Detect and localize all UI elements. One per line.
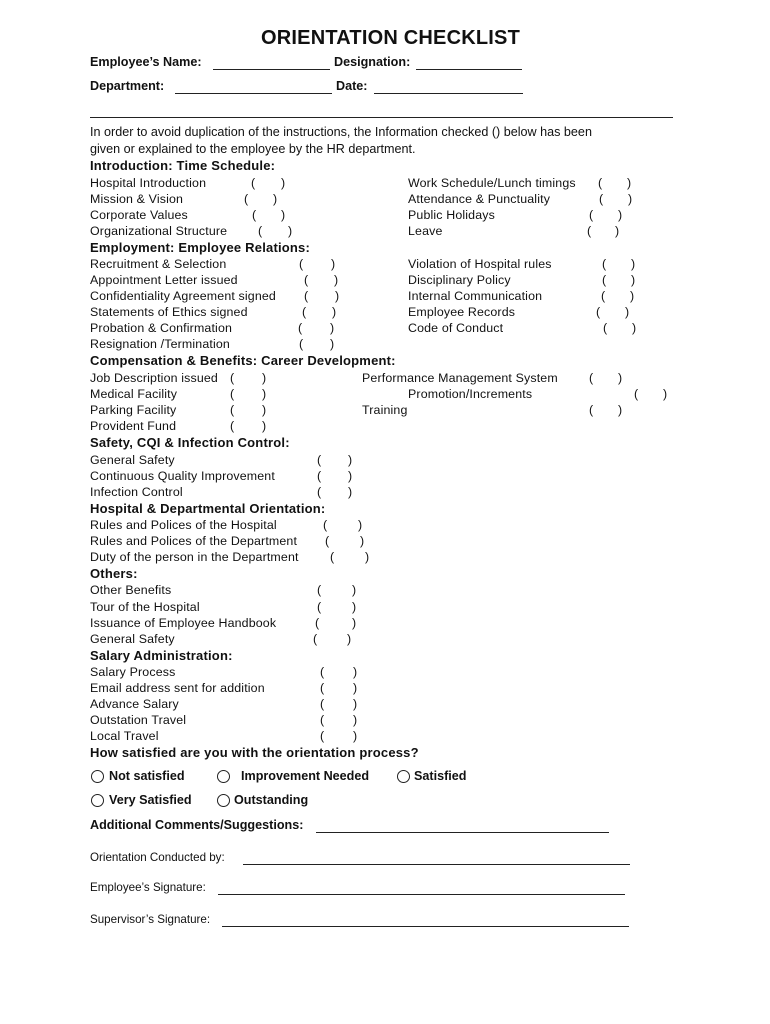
- checkbox-paren-open[interactable]: (: [252, 208, 257, 222]
- section-title-salary: Salary Administration:: [90, 648, 233, 663]
- checkbox-paren-open[interactable]: (: [330, 550, 335, 564]
- checklist-item-label: Infection Control: [90, 485, 183, 499]
- checklist-item-label: Leave: [408, 224, 443, 238]
- checkbox-paren-close[interactable]: ): [353, 665, 358, 679]
- checklist-item-label: Probation & Confirmation: [90, 321, 233, 335]
- checkbox-paren-open[interactable]: (: [317, 583, 322, 597]
- intro-line-1: In order to avoid duplication of the instructions, the Information checked () below has been: [90, 125, 592, 139]
- checkbox-paren-open[interactable]: (: [320, 681, 325, 695]
- checklist-item-label: Mission & Vision: [90, 192, 184, 206]
- checkbox-paren-open[interactable]: (: [299, 337, 304, 351]
- checkbox-paren-close[interactable]: ): [332, 305, 337, 319]
- checkbox-paren-open[interactable]: (: [304, 273, 309, 287]
- checklist-item-label: Code of Conduct: [408, 321, 504, 335]
- checkbox-paren-open[interactable]: (: [323, 518, 328, 532]
- checklist-item-label: Violation of Hospital rules: [408, 257, 552, 271]
- checkbox-paren-close[interactable]: ): [360, 534, 365, 548]
- checkbox-paren-open[interactable]: (: [602, 257, 607, 271]
- section-title-others: Others:: [90, 566, 138, 581]
- checkbox-paren-close[interactable]: ): [353, 729, 358, 743]
- checkbox-paren-close[interactable]: ): [627, 176, 632, 190]
- checkbox-paren-close[interactable]: ): [618, 208, 623, 222]
- checkbox-paren-close[interactable]: ): [353, 681, 358, 695]
- checkbox-paren-close[interactable]: ): [618, 371, 623, 385]
- checkbox-paren-close[interactable]: ): [618, 403, 623, 417]
- checklist-item-label: Recruitment & Selection: [90, 257, 227, 271]
- comments-field[interactable]: [316, 821, 609, 833]
- comments-label: Additional Comments/Suggestions:: [90, 818, 304, 832]
- supervisor-signature-label: Supervisor’s Signature:: [90, 913, 211, 926]
- checkbox-paren-open[interactable]: (: [244, 192, 249, 206]
- radio-label: Very Satisfied: [109, 793, 192, 807]
- radio-improvement-needed[interactable]: [217, 770, 230, 783]
- checkbox-paren-open[interactable]: (: [587, 224, 592, 238]
- radio-satisfied[interactable]: [397, 770, 410, 783]
- checkbox-paren-open[interactable]: (: [320, 729, 325, 743]
- date-field[interactable]: [374, 82, 523, 94]
- radio-label: Outstanding: [234, 793, 309, 807]
- checkbox-paren-close[interactable]: ): [631, 257, 636, 271]
- checkbox-paren-close[interactable]: ): [352, 583, 357, 597]
- checkbox-paren-close[interactable]: ): [663, 387, 668, 401]
- checkbox-paren-open[interactable]: (: [304, 289, 309, 303]
- conducted-by-field[interactable]: [243, 853, 630, 865]
- checkbox-paren-open[interactable]: (: [634, 387, 639, 401]
- checkbox-paren-close[interactable]: ): [353, 713, 358, 727]
- checkbox-paren-close[interactable]: ): [347, 632, 352, 646]
- checklist-item-label: Public Holidays: [408, 208, 495, 222]
- employee-name-label: Employee’s Name:: [90, 55, 202, 69]
- section-title-employment: Employment: Employee Relations:: [90, 240, 311, 255]
- radio-label: Improvement Needed: [241, 769, 370, 783]
- checkbox-paren-close[interactable]: ): [262, 419, 267, 433]
- checklist-item-label: Hospital Introduction: [90, 176, 207, 190]
- checklist-item-label: Organizational Structure: [90, 224, 228, 238]
- checkbox-paren-open[interactable]: (: [230, 387, 235, 401]
- radio-very-satisfied[interactable]: [91, 794, 104, 807]
- checkbox-paren-close[interactable]: ): [631, 273, 636, 287]
- checklist-item-label: Job Description issued: [90, 371, 218, 385]
- checklist-item-label: Disciplinary Policy: [408, 273, 511, 287]
- checklist-item-label: Employee Records: [408, 305, 516, 319]
- date-label: Date:: [336, 79, 368, 93]
- checklist-item-label: Other Benefits: [90, 583, 172, 597]
- checkbox-paren-close[interactable]: ): [630, 289, 635, 303]
- checklist-item-label: Appointment Letter issued: [90, 273, 238, 287]
- checkbox-paren-close[interactable]: ): [348, 453, 353, 467]
- checkbox-paren-close[interactable]: ): [625, 305, 630, 319]
- checklist-item-label: Training: [362, 403, 408, 417]
- radio-label: Not satisfied: [109, 769, 185, 783]
- checkbox-paren-close[interactable]: ): [353, 697, 358, 711]
- checkbox-paren-close[interactable]: ): [352, 600, 357, 614]
- designation-label: Designation:: [334, 55, 411, 69]
- checkbox-paren-close[interactable]: ): [365, 550, 370, 564]
- checklist-item-label: Tour of the Hospital: [90, 600, 200, 614]
- checklist-item-label: Corporate Values: [90, 208, 188, 222]
- checkbox-paren-close[interactable]: ): [331, 257, 336, 271]
- checkbox-paren-open[interactable]: (: [589, 403, 594, 417]
- checkbox-paren-open[interactable]: (: [251, 176, 256, 190]
- checkbox-paren-close[interactable]: ): [615, 224, 620, 238]
- checkbox-paren-open[interactable]: (: [598, 176, 603, 190]
- checklist-item-label: Internal Communication: [408, 289, 543, 303]
- checklist-item-label: General Safety: [90, 453, 175, 467]
- checkbox-paren-close[interactable]: ): [334, 273, 339, 287]
- checkbox-paren-close[interactable]: ): [352, 616, 357, 630]
- checkbox-paren-open[interactable]: (: [320, 697, 325, 711]
- checklist-item-label: Continuous Quality Improvement: [90, 469, 275, 483]
- checklist-item-label: Provident Fund: [90, 419, 177, 433]
- checklist-item-label: Parking Facility: [90, 403, 177, 417]
- checklist-item-label: Duty of the person in the Department: [90, 550, 299, 564]
- checkbox-paren-open[interactable]: (: [298, 321, 303, 335]
- employee-name-field[interactable]: [213, 58, 330, 70]
- department-field[interactable]: [175, 82, 332, 94]
- checkbox-paren-close[interactable]: ): [330, 337, 335, 351]
- checklist-item-label: Issuance of Employee Handbook: [90, 616, 277, 630]
- checklist-item-label: Resignation /Termination: [90, 337, 230, 351]
- section-title-hospital: Hospital & Departmental Orientation:: [90, 501, 326, 516]
- checkbox-paren-close[interactable]: ): [262, 403, 267, 417]
- checkbox-paren-open[interactable]: (: [258, 224, 263, 238]
- checklist-item-label: General Safety: [90, 632, 175, 646]
- checkbox-paren-open[interactable]: (: [602, 273, 607, 287]
- checkbox-paren-close[interactable]: ): [262, 387, 267, 401]
- checkbox-paren-open[interactable]: (: [320, 713, 325, 727]
- checkbox-paren-open[interactable]: (: [317, 453, 322, 467]
- radio-not-satisfied[interactable]: [91, 770, 104, 783]
- employee-signature-label: Employee’s Signature:: [90, 881, 206, 894]
- employee-signature-field[interactable]: [218, 883, 625, 895]
- checkbox-paren-open[interactable]: (: [302, 305, 307, 319]
- checklist-item-label: Work Schedule/Lunch timings: [408, 176, 576, 190]
- checkbox-paren-open[interactable]: (: [230, 403, 235, 417]
- section-title-compensation: Compensation & Benefits: Career Development:: [90, 353, 396, 368]
- checkbox-paren-open[interactable]: (: [230, 419, 235, 433]
- checkbox-paren-close[interactable]: ): [273, 192, 278, 206]
- radio-label: Satisfied: [414, 769, 467, 783]
- checkbox-paren-open[interactable]: (: [317, 485, 322, 499]
- checkbox-paren-close[interactable]: ): [330, 321, 335, 335]
- checklist-item-label: Local Travel: [90, 729, 159, 743]
- page-title: ORIENTATION CHECKLIST: [261, 27, 521, 49]
- checkbox-paren-open[interactable]: (: [589, 208, 594, 222]
- checkbox-paren-close[interactable]: ): [628, 192, 633, 206]
- checkbox-paren-close[interactable]: ): [348, 485, 353, 499]
- checklist-item-label: Salary Process: [90, 665, 176, 679]
- checklist-item-label: Rules and Polices of the Department: [90, 534, 298, 548]
- divider-line: [90, 117, 673, 118]
- supervisor-signature-field[interactable]: [222, 915, 629, 927]
- checklist-item-label: Performance Management System: [362, 371, 558, 385]
- checkbox-paren-open[interactable]: (: [599, 192, 604, 206]
- satisfaction-question: How satisfied are you with the orientation process?: [90, 745, 419, 760]
- checklist-item-label: Promotion/Increments: [408, 387, 533, 401]
- checkbox-paren-open[interactable]: (: [603, 321, 608, 335]
- designation-field[interactable]: [416, 58, 522, 70]
- checklist-item-label: Outstation Travel: [90, 713, 187, 727]
- radio-outstanding[interactable]: [217, 794, 230, 807]
- checklist-item-label: Advance Salary: [90, 697, 179, 711]
- section-title-introduction: Introduction: Time Schedule:: [90, 158, 276, 173]
- checklist-item-label: Rules and Polices of the Hospital: [90, 518, 277, 532]
- checkbox-paren-open[interactable]: (: [596, 305, 601, 319]
- checklist-item-label: Attendance & Punctuality: [408, 192, 551, 206]
- checkbox-paren-close[interactable]: ): [288, 224, 293, 238]
- checkbox-paren-open[interactable]: (: [601, 289, 606, 303]
- checkbox-paren-open[interactable]: (: [299, 257, 304, 271]
- checkbox-paren-close[interactable]: ): [348, 469, 353, 483]
- checkbox-paren-open[interactable]: (: [230, 371, 235, 385]
- intro-line-2: given or explained to the employee by the HR department.: [90, 142, 416, 156]
- checkbox-paren-open[interactable]: (: [320, 665, 325, 679]
- checklist-item-label: Email address sent for addition: [90, 681, 265, 695]
- checkbox-paren-close[interactable]: ): [632, 321, 637, 335]
- department-label: Department:: [90, 79, 165, 93]
- checkbox-paren-close[interactable]: ): [281, 176, 286, 190]
- checkbox-paren-open[interactable]: (: [325, 534, 330, 548]
- checkbox-paren-open[interactable]: (: [315, 616, 320, 630]
- checklist-item-label: Statements of Ethics signed: [90, 305, 248, 319]
- checkbox-paren-open[interactable]: (: [317, 600, 322, 614]
- checkbox-paren-close[interactable]: ): [358, 518, 363, 532]
- checkbox-paren-close[interactable]: ): [335, 289, 340, 303]
- checkbox-paren-close[interactable]: ): [281, 208, 286, 222]
- checklist-item-label: Confidentiality Agreement signed: [90, 289, 276, 303]
- checkbox-paren-close[interactable]: ): [262, 371, 267, 385]
- conducted-by-label: Orientation Conducted by:: [90, 851, 225, 864]
- section-title-safety: Safety, CQI & Infection Control:: [90, 435, 290, 450]
- checkbox-paren-open[interactable]: (: [589, 371, 594, 385]
- checklist-item-label: Medical Facility: [90, 387, 178, 401]
- checkbox-paren-open[interactable]: (: [317, 469, 322, 483]
- checkbox-paren-open[interactable]: (: [313, 632, 318, 646]
